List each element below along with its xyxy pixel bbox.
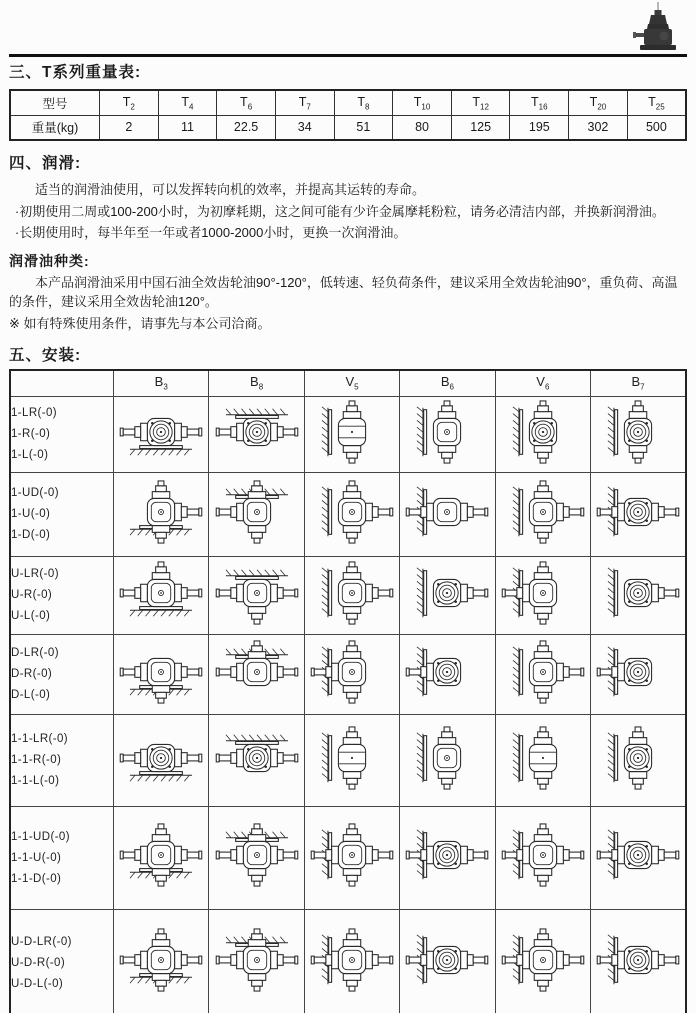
weight-table-corner-header: 型号 [10, 90, 100, 115]
install-drawing-cell [400, 714, 495, 806]
install-drawing-cell [400, 472, 495, 556]
install-drawing-cell [209, 472, 304, 556]
install-row-labels [10, 909, 114, 1013]
install-drawing-cell [304, 634, 399, 714]
install-drawing-cell [304, 909, 399, 1013]
lubrication-bullet-initial: ·初期使用二周或100-200小时，为初摩耗期，这之间可能有少许金属摩耗粉粒，请务必清洁内部，并换新润滑油。 [14, 203, 665, 219]
gearbox-drawing-icon [592, 560, 684, 626]
install-config-label: 1-1-U(-0) [11, 851, 62, 864]
install-config-label: 1-1-R(-0) [11, 754, 62, 766]
gearbox-drawing-icon [592, 725, 684, 791]
gearbox-drawing-icon [306, 927, 398, 993]
gearbox-drawing-icon [306, 822, 398, 888]
gearbox-product-photo [631, 2, 683, 52]
install-table-corner [10, 370, 114, 396]
install-config-label: 1-LR(-0) [11, 407, 58, 419]
install-table-row [10, 909, 686, 1013]
mounting-position-header: $B_6$ [400, 370, 495, 396]
install-table-row [10, 806, 686, 909]
install-config-label: U-D-LR(-0) [11, 935, 72, 948]
gearbox-drawing-icon [306, 479, 398, 545]
weight-value: 22.5 [217, 115, 276, 140]
gearbox-drawing-icon [211, 927, 303, 993]
gearbox-drawing-icon [211, 560, 303, 626]
mounting-position-header: $V_6$ [495, 370, 590, 396]
install-drawing-cell [304, 396, 399, 472]
weight-table [9, 89, 687, 141]
model-header: $T_7$ [275, 90, 334, 115]
gearbox-drawing-icon [115, 399, 207, 465]
gearbox-drawing-icon [211, 479, 303, 545]
weight-value: 51 [334, 115, 393, 140]
install-drawing-cell [495, 714, 590, 806]
install-drawing-cell [495, 806, 590, 909]
install-row-labels [10, 806, 114, 909]
model-header: $T_{10}$ [393, 90, 452, 115]
install-drawing-cell [591, 634, 686, 714]
install-config-label: 1-UD(-0) [11, 487, 59, 499]
install-drawing-cell [400, 634, 495, 714]
model-header: $T_{12}$ [451, 90, 510, 115]
install-row-labels [10, 472, 114, 556]
install-drawing-cell [114, 556, 209, 634]
gearbox-drawing-icon [211, 639, 303, 705]
gearbox-drawing-icon [497, 479, 589, 545]
gearbox-drawing-icon [401, 560, 493, 626]
install-drawing-cell [209, 396, 304, 472]
gearbox-drawing-icon [592, 822, 684, 888]
install-row-labels [10, 634, 114, 714]
gearbox-drawing-icon [401, 725, 493, 791]
weight-value: 80 [393, 115, 452, 140]
gearbox-drawing-icon [497, 399, 589, 465]
install-drawing-cell [114, 806, 209, 909]
install-config-label: 1-D(-0) [11, 529, 51, 541]
install-drawing-cell [495, 472, 590, 556]
mounting-position-header: $B_8$ [209, 370, 304, 396]
install-drawing-cell [591, 909, 686, 1013]
oil-types-heading: 润滑油种类: [9, 252, 90, 269]
install-table-row [10, 396, 686, 472]
gearbox-drawing-icon [306, 639, 398, 705]
gearbox-drawing-icon [497, 560, 589, 626]
model-header: $T_2$ [100, 90, 159, 115]
install-row-labels [10, 556, 114, 634]
install-drawing-cell [114, 396, 209, 472]
gearbox-drawing-icon [497, 725, 589, 791]
install-drawing-cell [114, 909, 209, 1013]
weights-heading: 三、T系列重量表: [9, 64, 142, 81]
weight-value: 195 [510, 115, 569, 140]
gearbox-drawing-icon [592, 399, 684, 465]
gearbox-drawing-icon [497, 639, 589, 705]
gearbox-drawing-icon [497, 822, 589, 888]
gearbox-drawing-icon [211, 725, 303, 791]
lubrication-heading: 四、润滑: [9, 155, 82, 172]
gearbox-drawing-icon [401, 822, 493, 888]
mounting-position-header: $V_5$ [304, 370, 399, 396]
gearbox-drawing-icon [592, 927, 684, 993]
install-drawing-cell [114, 472, 209, 556]
install-config-label: D-LR(-0) [11, 647, 59, 659]
install-config-label: 1-1-UD(-0) [11, 830, 70, 843]
install-config-label: 1-R(-0) [11, 428, 51, 440]
install-drawing-cell [400, 806, 495, 909]
install-drawing-cell [591, 472, 686, 556]
lubrication-intro: 适当的润滑油使用，可以发挥转向机的效率，并提高其运转的寿命。 [35, 182, 426, 197]
install-drawing-cell [495, 556, 590, 634]
weight-value: 125 [451, 115, 510, 140]
gearbox-drawing-icon [115, 822, 207, 888]
model-header: $T_8$ [334, 90, 393, 115]
mounting-position-header: $B_7$ [591, 370, 686, 396]
gearbox-drawing-icon [497, 927, 589, 993]
gearbox-drawing-icon [306, 725, 398, 791]
install-drawing-cell [591, 556, 686, 634]
install-row-labels [10, 396, 114, 472]
install-drawing-cell [304, 806, 399, 909]
model-header: $T_6$ [217, 90, 276, 115]
install-drawing-cell [591, 806, 686, 909]
gearbox-drawing-icon [115, 927, 207, 993]
install-config-label: 1-1-D(-0) [11, 872, 62, 885]
top-rule [9, 54, 687, 57]
install-table-row [10, 634, 686, 714]
install-drawing-cell [495, 396, 590, 472]
gearbox-drawing-icon [401, 479, 493, 545]
weight-value: 11 [158, 115, 217, 140]
model-header: $T_{16}$ [510, 90, 569, 115]
install-drawing-cell [304, 714, 399, 806]
gearbox-drawing-icon [401, 639, 493, 705]
install-drawing-cell [591, 396, 686, 472]
install-drawing-cell [400, 396, 495, 472]
page-top-margin [9, 0, 687, 52]
gearbox-drawing-icon [115, 479, 207, 545]
weight-value: 500 [627, 115, 686, 140]
install-table-row [10, 714, 686, 806]
weight-value: 302 [569, 115, 628, 140]
install-drawing-cell [209, 909, 304, 1013]
gearbox-drawing-icon [306, 560, 398, 626]
install-config-label: D-R(-0) [11, 668, 53, 680]
gearbox-drawing-icon [592, 479, 684, 545]
gearbox-drawing-icon [115, 725, 207, 791]
weight-value: 34 [275, 115, 334, 140]
install-drawing-cell [400, 556, 495, 634]
gearbox-drawing-icon [211, 399, 303, 465]
install-drawing-cell [114, 714, 209, 806]
install-drawing-cell [209, 714, 304, 806]
special-conditions-note: ※ 如有特殊使用条件，请事先与本公司洽商。 [9, 315, 271, 331]
gearbox-drawing-icon [115, 639, 207, 705]
install-config-label: U-L(-0) [11, 610, 51, 622]
gearbox-drawing-icon [401, 399, 493, 465]
installation-heading: 五、安装: [9, 347, 82, 364]
model-header: $T_{20}$ [569, 90, 628, 115]
install-drawing-cell [304, 472, 399, 556]
model-header: $T_4$ [158, 90, 217, 115]
lubrication-bullet-longterm: ·长期使用时，每半年至一年或者1000-2000小时，更换一次润滑油。 [14, 225, 407, 240]
install-config-label: U-D-R(-0) [11, 956, 66, 969]
install-drawing-cell [209, 806, 304, 909]
install-drawing-cell [400, 909, 495, 1013]
install-config-label: 1-1-L(-0) [11, 775, 60, 787]
gearbox-drawing-icon [211, 822, 303, 888]
install-drawing-cell [114, 634, 209, 714]
install-drawing-cell [209, 556, 304, 634]
model-header: $T_{25}$ [627, 90, 686, 115]
oil-types-text: 本产品润滑油采用中国石油全效齿轮油90°-120°，低转速、轻负荷条件，建议采用全效齿轮油90°，重负荷、高温的条件，建议采用全效齿轮油120°。 [9, 274, 678, 309]
weight-row-label: 重量(kg) [10, 115, 100, 140]
install-drawing-cell [209, 634, 304, 714]
gearbox-drawing-icon [592, 639, 684, 705]
gearbox-drawing-icon [401, 927, 493, 993]
weight-value: 2 [100, 115, 159, 140]
install-config-label: U-D-L(-0) [11, 977, 64, 990]
install-config-label: U-R(-0) [11, 589, 53, 601]
install-drawing-cell [495, 909, 590, 1013]
install-drawing-cell [591, 714, 686, 806]
installation-table [9, 369, 687, 1013]
install-table-row [10, 472, 686, 556]
install-drawing-cell [304, 556, 399, 634]
gearbox-drawing-icon [306, 399, 398, 465]
mounting-position-header: $B_3$ [114, 370, 209, 396]
install-config-label: 1-1-LR(-0) [11, 733, 69, 745]
install-config-label: U-LR(-0) [11, 568, 59, 580]
install-config-label: 1-L(-0) [11, 449, 49, 461]
install-row-labels [10, 714, 114, 806]
install-table-row [10, 556, 686, 634]
gearbox-drawing-icon [115, 560, 207, 626]
install-config-label: 1-U(-0) [11, 508, 51, 520]
install-drawing-cell [495, 634, 590, 714]
install-config-label: D-L(-0) [11, 689, 51, 701]
